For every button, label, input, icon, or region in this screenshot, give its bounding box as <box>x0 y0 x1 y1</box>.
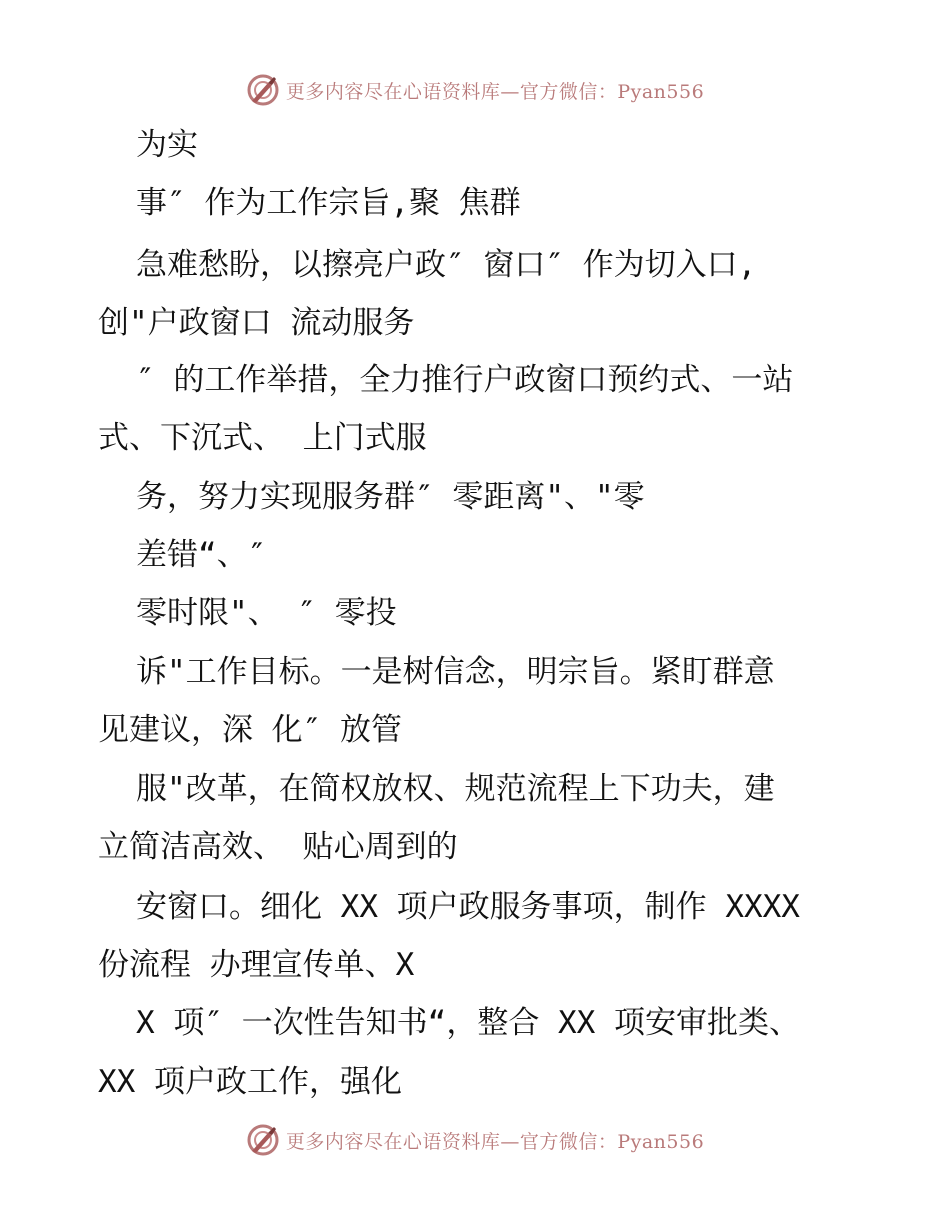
body-line: 为实 <box>136 127 198 163</box>
header-watermark <box>0 70 950 110</box>
body-line: 创"户政窗口 流动服务 <box>98 305 415 341</box>
body-line: 诉"工作目标。一是树信念，明宗旨。紧盯群意 <box>136 654 775 690</box>
body-line: 份流程 办理宣传单、X <box>98 947 415 983</box>
pen-logo-icon <box>246 1123 280 1157</box>
body-line: 差错“、″ <box>136 537 267 573</box>
body-line: 务，努力实现服务群″ 零距离"、"零 <box>136 479 645 515</box>
body-line: 式、下沉式、 上门式服 <box>98 420 427 456</box>
watermark-text: 更多内容尽在心语资料库—官方微信：Pyan556 <box>285 1130 705 1153</box>
body-line: 零时限"、 ″ 零投 <box>136 595 397 631</box>
body-line: 急难愁盼，以擦亮户政″ 窗口″ 作为切入口, <box>136 247 757 283</box>
watermark-text: 更多内容尽在心语资料库—官方微信：Pyan556 <box>285 80 705 103</box>
body-line: X 项″ 一次性告知书“，整合 XX 项安审批类、 <box>136 1005 800 1041</box>
body-line: 事″ 作为工作宗旨,聚 焦群 <box>136 185 521 221</box>
body-line: 服"改革，在简权放权、规范流程上下功夫，建 <box>136 771 775 807</box>
body-line: 见建议，深 化″ 放管 <box>98 712 402 748</box>
body-line: XX 项户政工作，强化 <box>98 1064 402 1100</box>
body-line: 安窗口。细化 XX 项户政服务事项，制作 XXXX <box>136 889 800 925</box>
body-line: 立简洁高效、 贴心周到的 <box>98 829 458 865</box>
footer-watermark <box>0 1120 950 1160</box>
body-line: ″ 的工作举措，全力推行户政窗口预约式、一站 <box>136 362 794 398</box>
pen-logo-icon <box>246 73 280 107</box>
